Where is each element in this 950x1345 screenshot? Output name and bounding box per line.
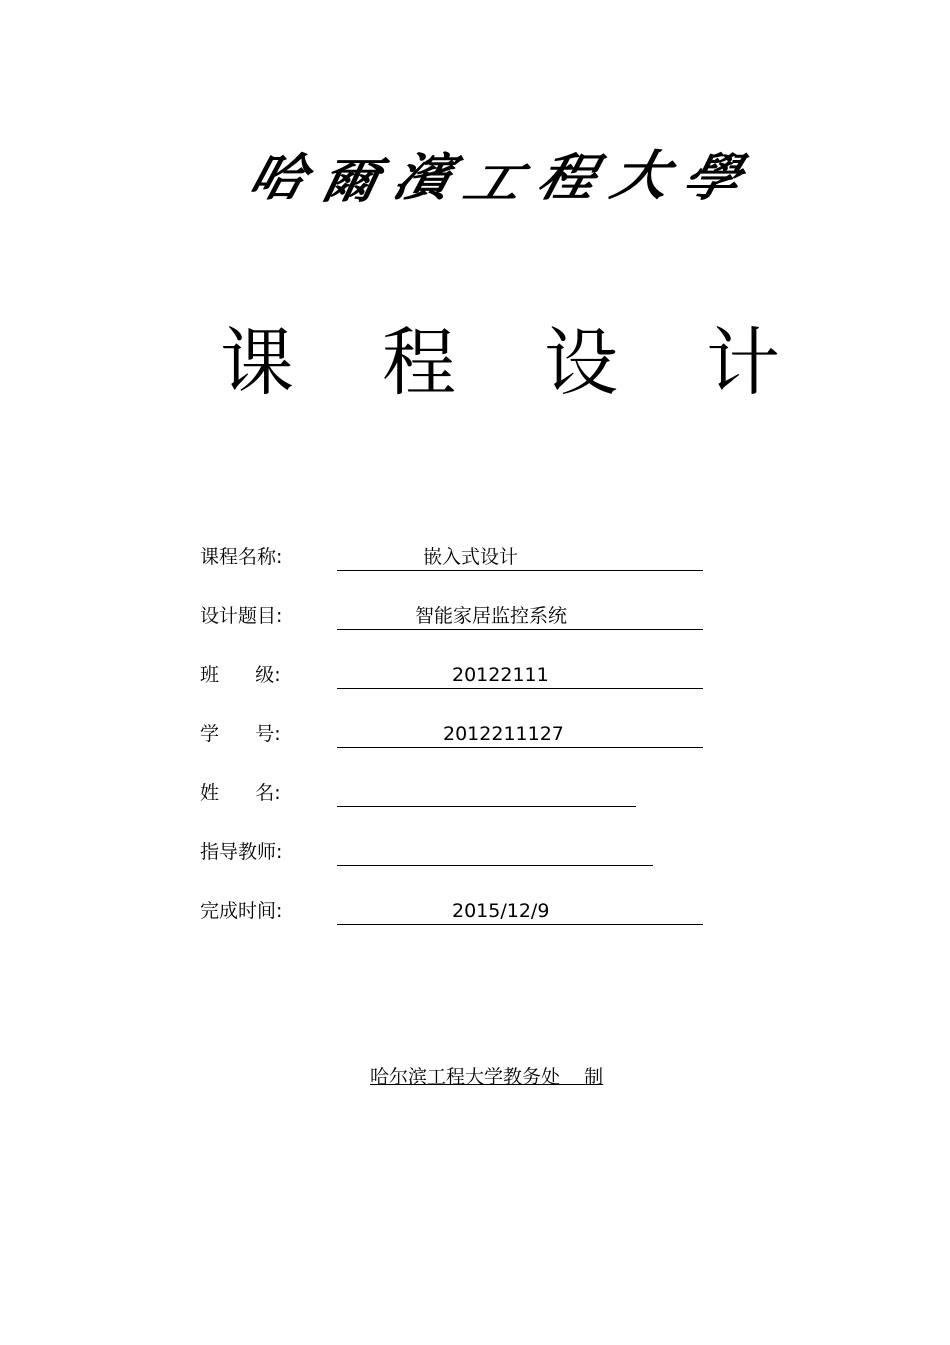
field-underline (337, 780, 636, 807)
title-char: 计 (706, 320, 780, 406)
field-label: 班 级: (200, 664, 281, 686)
field-underline (337, 721, 703, 748)
field-course-name (200, 544, 710, 574)
logo-char: 程 (531, 148, 603, 208)
document-title (220, 318, 780, 408)
field-design-topic (200, 603, 710, 633)
field-label: 设计题目: (200, 605, 283, 627)
field-underline (337, 898, 703, 925)
title-char: 课 (220, 320, 294, 406)
logo-char: 爾 (316, 153, 383, 210)
field-value: 20122111 (452, 664, 549, 686)
logo-char: 學 (676, 148, 748, 208)
title-char: 程 (382, 320, 456, 406)
logo-char: 工 (456, 156, 531, 210)
logo-char: 濱 (387, 148, 459, 208)
field-label: 课程名称: (200, 546, 283, 568)
issuer-footer: 哈尔滨工程大学教务处 制 (370, 1066, 604, 1088)
field-completion-time (200, 898, 710, 928)
field-label: 姓 名: (200, 782, 281, 804)
university-logo (242, 138, 748, 218)
field-underline (337, 839, 653, 866)
field-supervisor (200, 839, 710, 869)
field-value: 嵌入式设计 (423, 546, 519, 568)
field-value: 2012211127 (443, 723, 564, 745)
field-underline (337, 662, 703, 689)
logo-char: 大 (605, 144, 675, 208)
field-name (200, 780, 710, 810)
field-class (200, 662, 710, 692)
logo-char: 哈 (242, 148, 314, 208)
field-label: 指导教师: (200, 841, 283, 863)
title-char: 设 (544, 320, 618, 406)
field-student-id (200, 721, 710, 751)
field-value: 智能家居监控系统 (415, 605, 568, 627)
field-value: 2015/12/9 (452, 900, 550, 922)
field-underline (337, 544, 703, 571)
field-label: 完成时间: (200, 900, 283, 922)
field-label: 学 号: (200, 723, 281, 745)
field-underline (337, 603, 703, 630)
